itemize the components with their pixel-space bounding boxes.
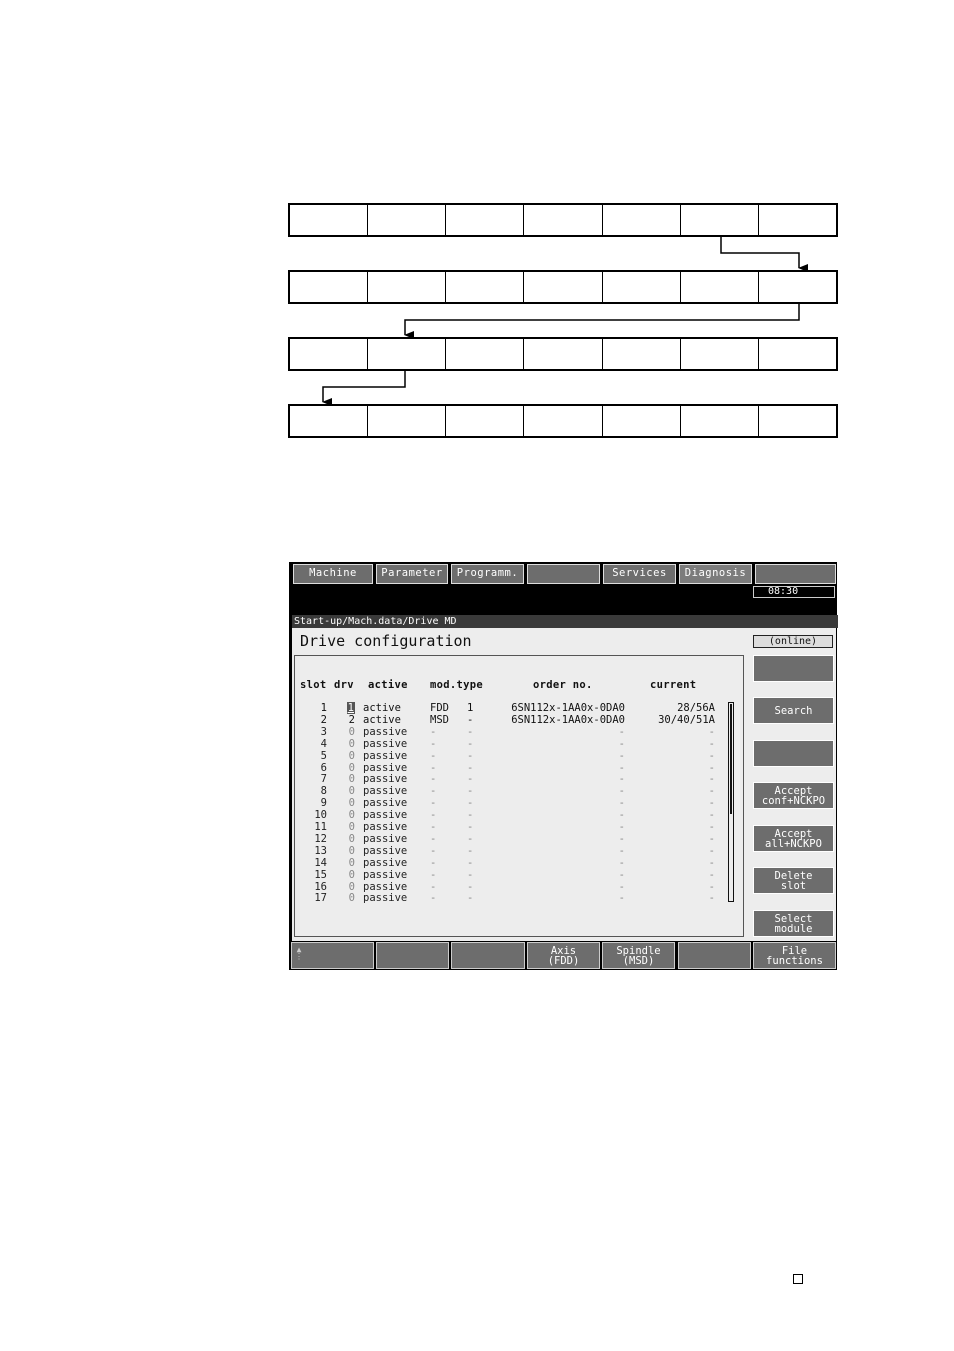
cell-slot: 2 [320,713,327,726]
cell-modn: - [467,868,474,881]
scrollbar-thumb[interactable] [730,704,732,814]
cell-order: - [618,773,625,786]
cell-drv: 0 [348,785,355,798]
cell-current: - [708,761,715,774]
cell-current: - [708,892,715,905]
cell-mod: - [430,737,437,750]
cell-slot: 13 [314,844,327,857]
cell-drv: 2 [348,713,355,726]
col-header-slot: slot [300,679,327,691]
table-row[interactable] [295,797,735,809]
cell-modn: - [467,821,474,833]
cell-active: passive [363,821,408,833]
table-row[interactable] [295,821,735,833]
cell-mod: - [430,821,437,833]
cell-slot: 17 [314,892,327,905]
end-of-section-mark [793,1274,803,1284]
cell-current: 28/56A [677,702,715,714]
cell-drv: 0 [348,832,355,845]
menu-diagnosis[interactable]: Diagnosis [679,564,752,584]
recall-icon: ▲ ⋮ [295,945,303,961]
file-functions-button[interactable]: File functions [753,942,836,969]
cell-order: - [618,797,625,810]
softkey-v1[interactable] [753,655,834,682]
cell-slot: 1 [320,702,327,714]
arrow-level3-to-level4 [323,371,405,402]
table-row[interactable] [295,857,735,869]
cell-order: - [618,856,625,869]
cell-mod: - [430,785,437,798]
menu-services[interactable]: Services [603,564,676,584]
menu-empty-7[interactable] [755,564,836,584]
menu-parameter[interactable]: Parameter [376,564,448,584]
menu-machine[interactable]: Machine [293,564,373,584]
cell-active: passive [363,880,408,893]
cell-slot: 15 [314,868,327,881]
softkey-h3[interactable] [451,942,525,969]
cell-order: - [618,892,625,905]
cell-drv: 0 [348,892,355,905]
cell-mod: - [430,809,437,822]
cell-modn: - [467,856,474,869]
cell-slot: 9 [320,797,327,810]
cell-slot: 10 [314,809,327,822]
cell-slot: 14 [314,856,327,869]
cell-order: - [618,749,625,762]
table-row[interactable] [295,738,735,750]
delete-slot-button[interactable]: Delete slot [753,867,834,894]
status-area [753,598,835,611]
softkey-h2[interactable] [376,942,449,969]
clock: 08:30 [753,586,835,598]
menu-tree-arrows [0,0,954,460]
scrollbar[interactable] [728,702,734,902]
cell-active: active [363,702,401,714]
breadcrumb: Start-up/Mach.data/Drive MD [292,615,838,628]
table-row[interactable] [295,726,735,738]
cell-drv: 0 [348,868,355,881]
cell-current: - [708,809,715,822]
spindle-msd-button[interactable]: Spindle (MSD) [602,942,675,969]
cell-current: - [708,785,715,798]
cell-mod: - [430,856,437,869]
cell-current: - [708,797,715,810]
cell-active: passive [363,856,408,869]
cell-drv: 0 [348,725,355,738]
softkey-h1-recall[interactable] [291,942,374,969]
cell-current: 30/40/51A [658,713,715,726]
axis-fdd-button[interactable]: Axis (FDD) [527,942,600,969]
col-header-order: order no. [533,679,593,691]
cell-modn: - [467,844,474,857]
message-area [293,586,749,611]
table-row[interactable] [295,773,735,785]
cell-mod: - [430,844,437,857]
cell-current: - [708,737,715,750]
cell-modn: - [467,749,474,762]
cell-active: passive [363,737,408,750]
cell-order: 6SN112x-1AA0x-0DA0 [511,713,625,726]
cell-drv: 0 [348,773,355,786]
cell-active: passive [363,832,408,845]
cell-current: - [708,880,715,893]
table-row[interactable] [295,809,735,821]
col-header-current: current [650,679,697,691]
cell-order: - [618,868,625,881]
cell-drv: 0 [348,809,355,822]
table-row[interactable] [295,833,735,845]
cell-mod: - [430,880,437,893]
cell-drv: 0 [348,737,355,750]
cell-active: passive [363,892,408,905]
col-header-drv: drv [334,679,354,691]
cell-current: - [708,856,715,869]
cell-order: - [618,761,625,774]
table-row[interactable] [295,869,735,881]
cell-drv: 0 [348,761,355,774]
cell-mod: - [430,761,437,774]
cell-current: - [708,832,715,845]
cell-order: - [618,809,625,822]
table-row[interactable] [295,750,735,762]
cell-current: - [708,749,715,762]
cell-current: - [708,773,715,786]
select-module-button[interactable]: Select module [753,910,834,937]
cell-order: - [618,725,625,738]
menu-empty-4[interactable] [527,564,600,584]
cell-modn: - [467,809,474,822]
cell-modn: - [467,773,474,786]
cell-active: passive [363,725,408,738]
cell-slot: 11 [314,821,327,833]
cell-slot: 7 [320,773,327,786]
cell-order: - [618,821,625,833]
table-row[interactable] [295,714,735,726]
cell-modn: - [467,737,474,750]
cell-active: passive [363,785,408,798]
cell-slot: 16 [314,880,327,893]
softkey-h6[interactable] [678,942,751,969]
menu-program[interactable]: Programm. [451,564,524,584]
cell-modn: - [467,761,474,774]
cell-modn: - [467,832,474,845]
cell-mod: - [430,868,437,881]
cell-mod: - [430,797,437,810]
drive-config-table [294,655,744,937]
cell-drv: 0 [348,821,355,833]
col-header-active: active [368,679,408,691]
cell-slot: 4 [320,737,327,750]
cell-order: - [618,844,625,857]
cell-order: - [618,737,625,750]
softkey-v3[interactable] [753,740,834,767]
page-title: Drive configuration [300,632,472,650]
cell-active: passive [363,868,408,881]
cell-modn: - [467,880,474,893]
cell-active: passive [363,761,408,774]
table-row[interactable] [295,762,735,774]
cell-slot: 3 [320,725,327,738]
table-row[interactable] [295,702,735,714]
arrow-level1-to-level2 [721,237,799,268]
cell-active: passive [363,797,408,810]
table-row[interactable] [295,892,735,904]
table-row[interactable] [295,845,735,857]
cell-modn: - [467,725,474,738]
cell-mod: - [430,832,437,845]
cell-slot: 12 [314,832,327,845]
table-row[interactable] [295,881,735,893]
cell-slot: 8 [320,785,327,798]
search-button[interactable]: Search [753,697,834,724]
cell-mod: MSD [430,713,449,726]
cell-active: passive [363,749,408,762]
cell-drv: 0 [348,749,355,762]
cell-active: passive [363,773,408,786]
cell-mod: - [430,749,437,762]
cell-drv: 0 [348,844,355,857]
cell-active: passive [363,844,408,857]
cell-drv: 0 [348,880,355,893]
cell-mod: - [430,773,437,786]
cell-modn: - [467,713,474,726]
cell-active: passive [363,809,408,822]
cell-modn: 1 [467,702,474,714]
cell-modn: - [467,797,474,810]
accept-conf-nckpo-button[interactable]: Accept conf+NCKPO [753,782,834,809]
cnc-screen [289,562,837,970]
accept-all-nckpo-button[interactable]: Accept all+NCKPO [753,825,834,852]
cell-order: - [618,832,625,845]
cell-drv: 0 [348,797,355,810]
cell-active: active [363,713,401,726]
cell-mod: - [430,892,437,905]
arrow-level2-to-level3 [405,304,799,335]
cell-mod: - [430,725,437,738]
cell-current: - [708,821,715,833]
cell-modn: - [467,892,474,905]
col-header-modtype: mod.type [430,679,483,691]
cell-order: - [618,785,625,798]
cell-order: - [618,880,625,893]
cell-drv[interactable]: 1 [347,702,354,714]
cell-drv: 0 [348,856,355,869]
table-row[interactable] [295,785,735,797]
cell-mod: FDD [430,702,449,714]
status-badge: (online) [753,635,833,648]
cell-current: - [708,844,715,857]
cell-current: - [708,868,715,881]
cell-slot: 6 [320,761,327,774]
cell-current: - [708,725,715,738]
cell-order: 6SN112x-1AA0x-0DA0 [511,702,625,714]
cell-slot: 5 [320,749,327,762]
cell-modn: - [467,785,474,798]
